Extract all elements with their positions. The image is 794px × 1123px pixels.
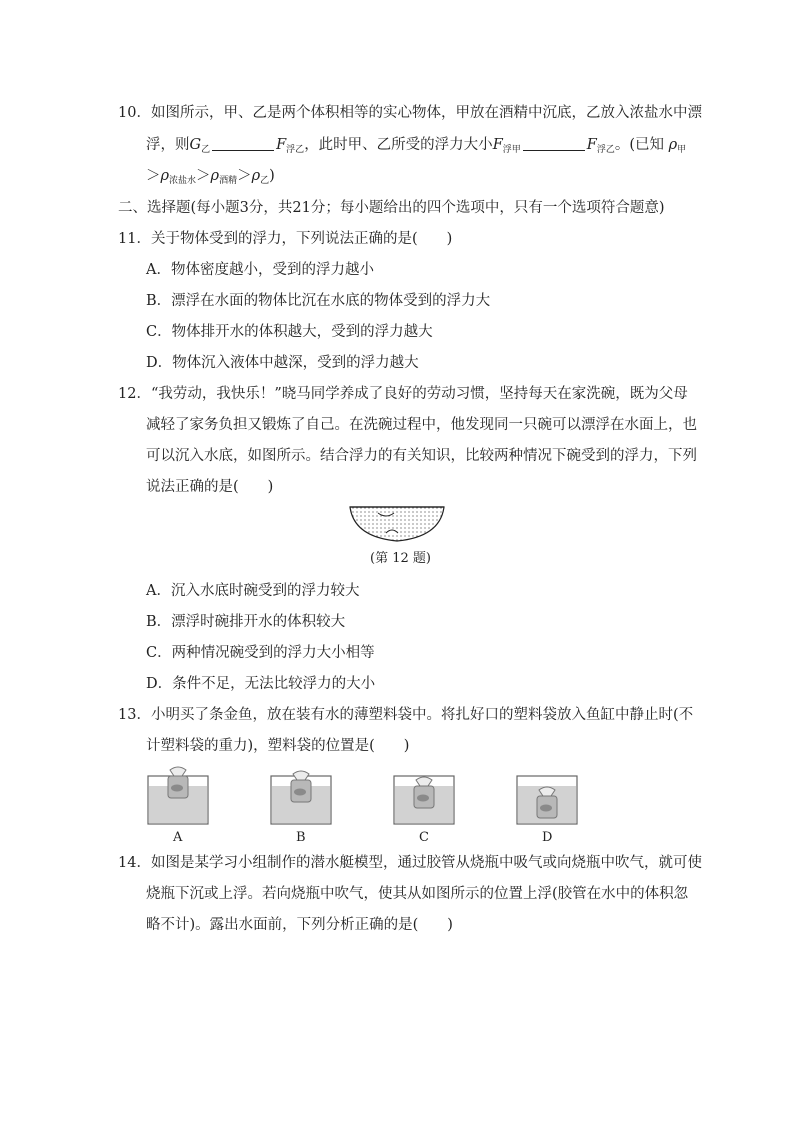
- q10-text-a: 浮，则: [146, 137, 190, 153]
- gt-sign: ＞: [237, 168, 252, 184]
- close-paren: ): [269, 168, 275, 184]
- gt-sign: ＞: [146, 168, 161, 184]
- section-heading: 二、选择题(每小题3分，共21分；每小题给出的四个选项中，只有一个选项符合题意): [118, 200, 665, 216]
- q14-line2: 烧瓶下沉或上浮。若向烧瓶中吹气，使其从如图所示的位置上浮(胶管在水中的体积忽: [146, 886, 689, 902]
- tank-label-a: A: [173, 830, 183, 845]
- symbol-rho: ρ: [668, 137, 678, 153]
- q11-option-a[interactable]: A．物体密度越小，受到的浮力越小: [146, 262, 374, 278]
- symbol-rho: ρ: [160, 168, 170, 184]
- symbol-F: F: [492, 137, 503, 153]
- symbol-rho: ρ: [251, 168, 261, 184]
- q10-text-c: 。(已知: [614, 137, 665, 153]
- q12-line3: 可以沉入水底，如图所示。结合浮力的有关知识，比较两种情况下碗受到的浮力，下列: [146, 448, 697, 464]
- q12-option-a[interactable]: A．沉入水底时碗受到的浮力较大: [146, 583, 360, 599]
- q10-line2: [146, 135, 686, 160]
- q12-line1: 12．“我劳动，我快乐！”晓马同学养成了良好的劳动习惯，坚持每天在家洗碗，既为父母: [118, 386, 688, 402]
- q12-option-b[interactable]: B．漂浮时碗排开水的体积较大: [146, 614, 346, 630]
- q12-line2: 减轻了家务负担又锻炼了自己。在洗碗过程中，他发现同一只碗可以漂浮在水面上，也: [146, 417, 697, 433]
- q10-line1: 10．如图所示，甲、乙是两个体积相等的实心物体，甲放在酒精中沉底，乙放入浓盐水中漂: [118, 105, 702, 121]
- sub-jia: 甲: [677, 145, 687, 155]
- sub-yi: 乙: [201, 145, 211, 155]
- q13-line1: 13．小明买了条金鱼，放在装有水的薄塑料袋中。将扎好口的塑料袋放入鱼缸中静止时(不: [118, 707, 694, 723]
- q11-option-b[interactable]: B．漂浮在水面的物体比沉在水底的物体受到的浮力大: [146, 293, 491, 309]
- q12-option-c[interactable]: C．两种情况碗受到的浮力大小相等: [146, 645, 375, 661]
- sub-fu-yi: 浮乙: [596, 145, 615, 155]
- tank-label-d: D: [542, 830, 553, 845]
- symbol-G: G: [189, 137, 202, 153]
- answer-blank-2[interactable]: [523, 136, 585, 151]
- gt-sign: ＞: [196, 168, 211, 184]
- q10-line3: [146, 166, 275, 191]
- tank-d[interactable]: [515, 762, 579, 826]
- q10-text-b: ，此时甲、乙所受的浮力大小: [304, 137, 493, 153]
- q14-line1: 14．如图是某学习小组制作的潜水艇模型，通过胶管从烧瓶中吸气或向烧瓶中吹气，就可使: [118, 855, 702, 871]
- q11-option-c[interactable]: C．物体排开水的体积越大，受到的浮力越大: [146, 324, 433, 340]
- symbol-rho: ρ: [210, 168, 220, 184]
- q12-option-d[interactable]: D．条件不足，无法比较浮力的大小: [146, 676, 376, 692]
- sub-alcohol: 酒精: [219, 176, 238, 186]
- tank-a[interactable]: [146, 762, 210, 826]
- q14-line3: 略不计)。露出水面前，下列分析正确的是( ): [146, 917, 453, 933]
- q13-line2: 计塑料袋的重力)，塑料袋的位置是( ): [146, 738, 410, 754]
- tank-label-c: C: [419, 830, 429, 845]
- symbol-F: F: [276, 137, 287, 153]
- sub-fu-jia: 浮甲: [502, 145, 521, 155]
- tank-label-b: B: [296, 830, 306, 845]
- symbol-F: F: [586, 137, 597, 153]
- answer-blank-1[interactable]: [212, 136, 274, 151]
- q12-caption: (第 12 题): [370, 551, 431, 566]
- tank-b[interactable]: [269, 762, 333, 826]
- q12-line4: 说法正确的是( ): [146, 479, 274, 495]
- bowl-figure: [348, 503, 446, 545]
- q11-option-d[interactable]: D．物体沉入液体中越深，受到的浮力越大: [146, 355, 419, 371]
- q11-stem: 11．关于物体受到的浮力，下列说法正确的是( ): [118, 231, 453, 247]
- sub-salt-water: 浓盐水: [169, 176, 197, 186]
- sub-fu-yi: 浮乙: [286, 145, 305, 155]
- sub-yi: 乙: [260, 176, 270, 186]
- tank-c[interactable]: [392, 762, 456, 826]
